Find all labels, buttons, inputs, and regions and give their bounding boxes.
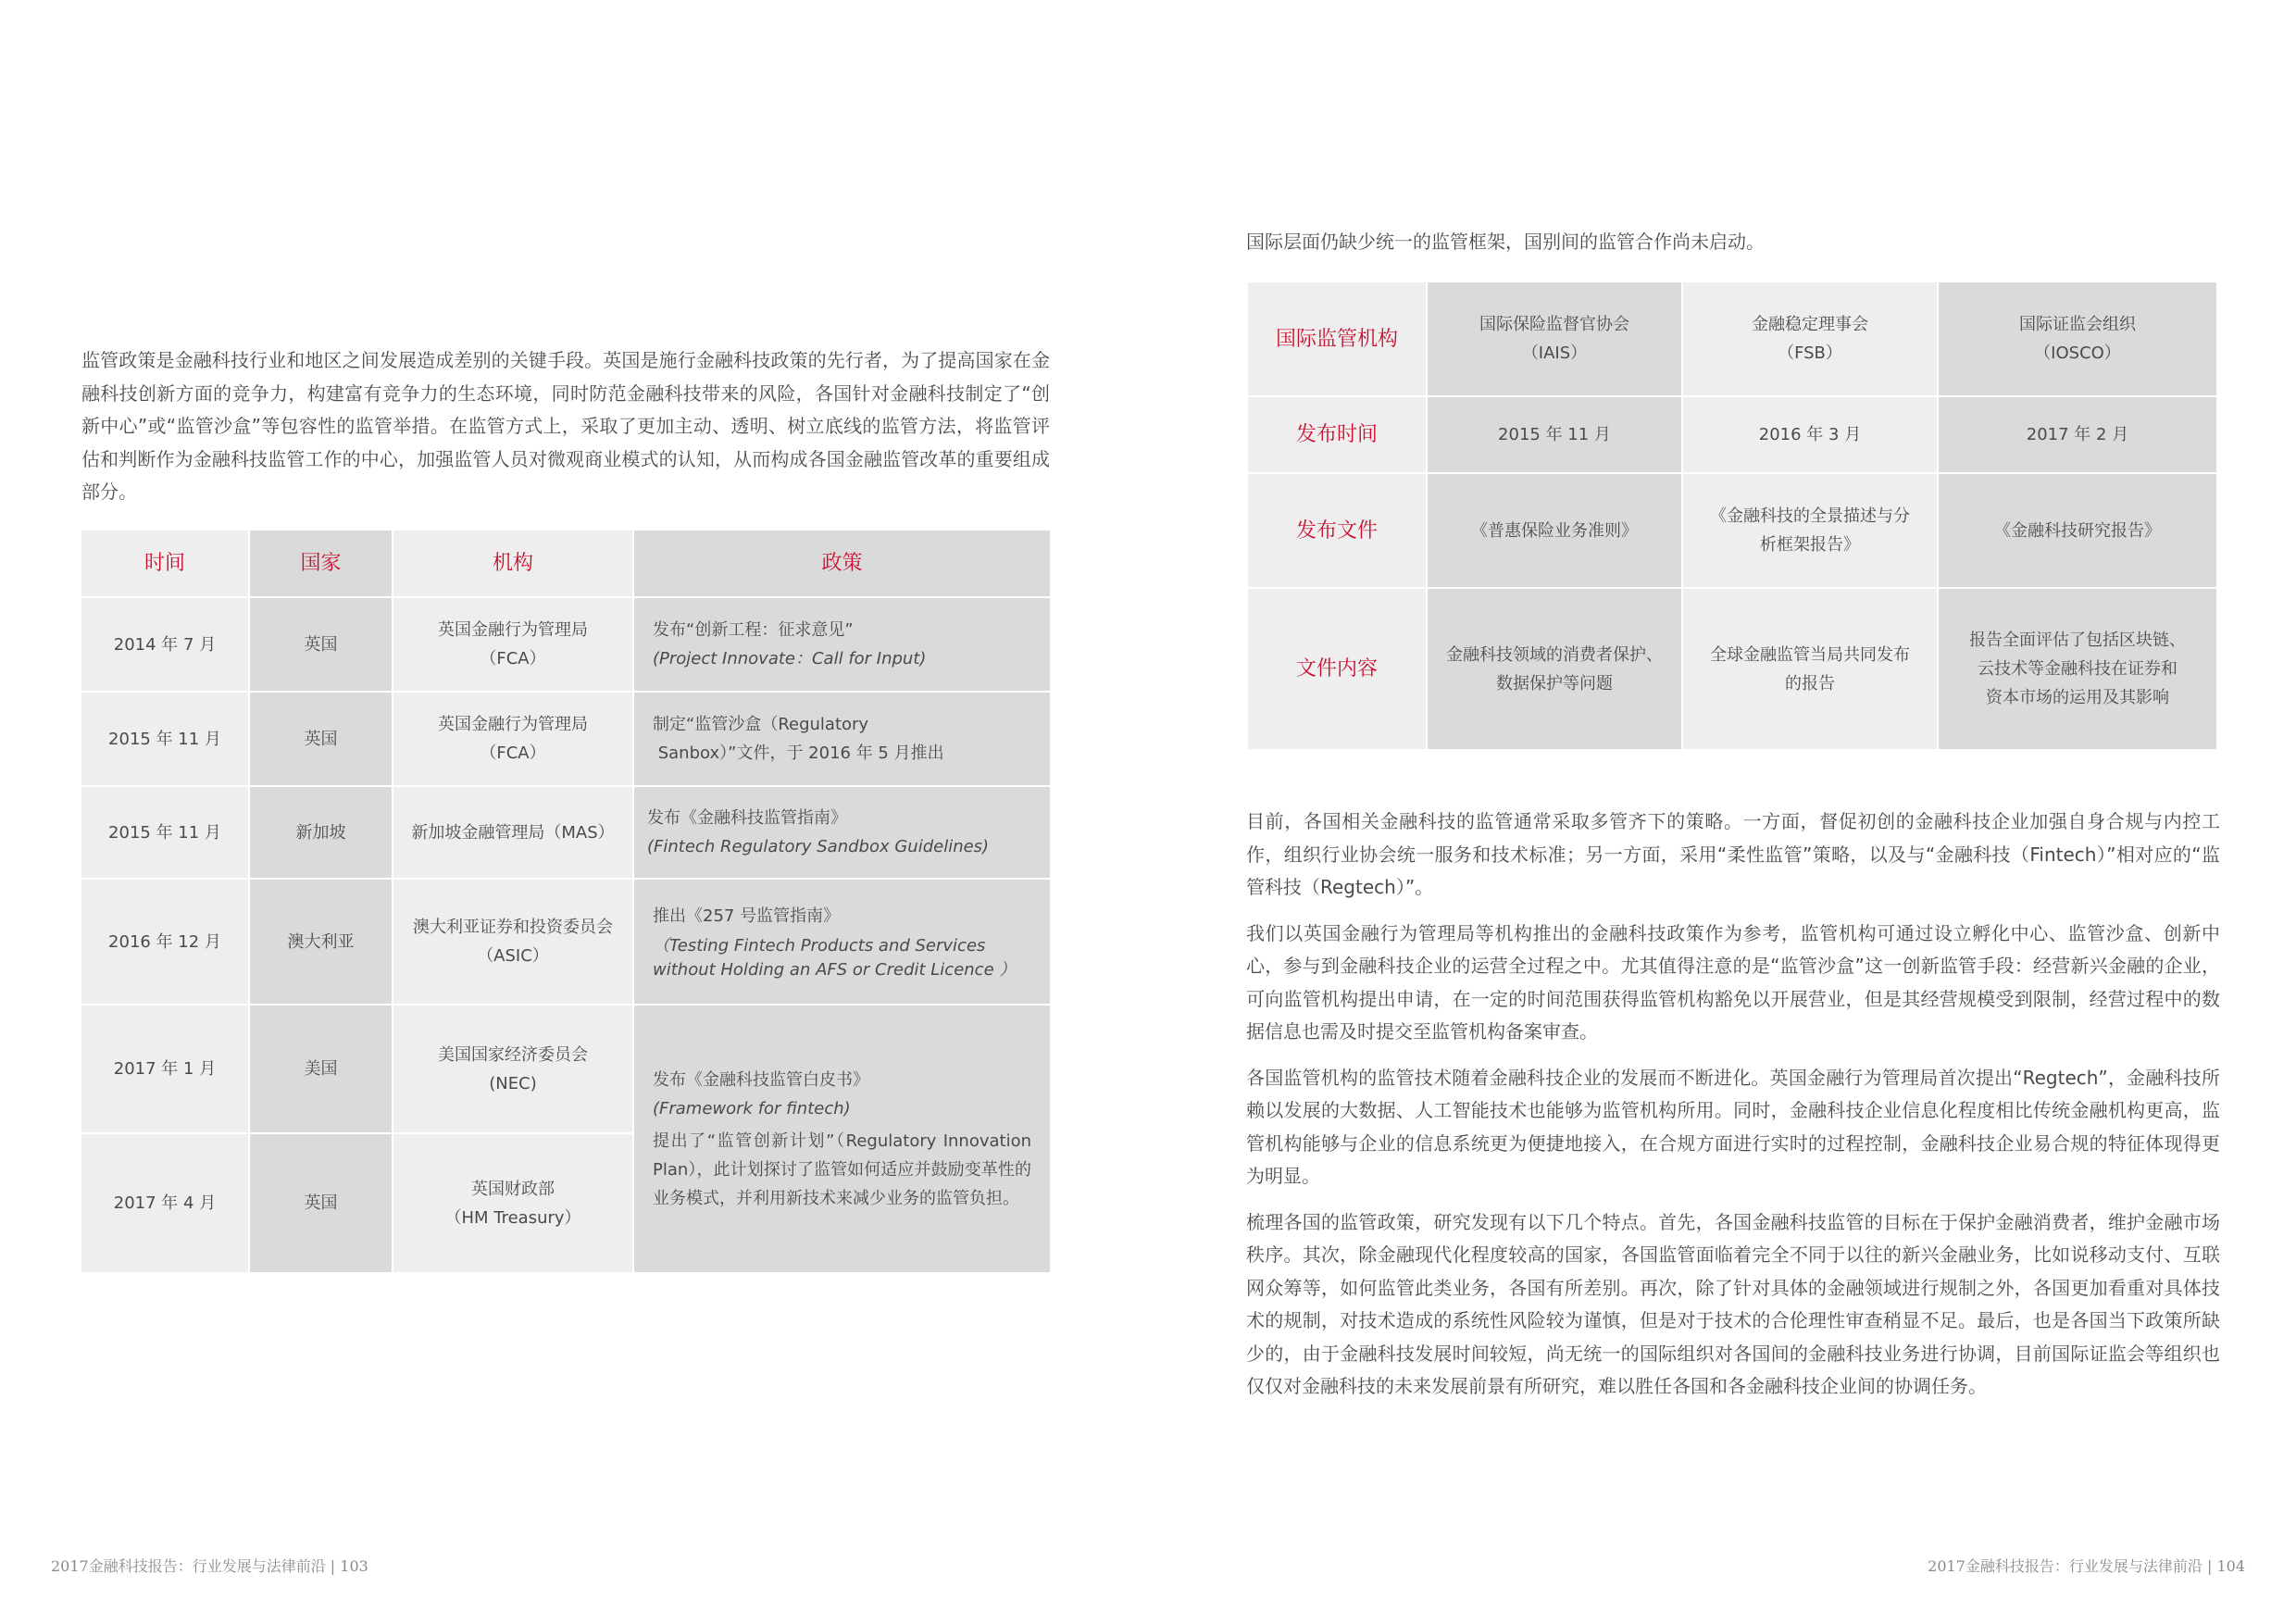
cell-org: [393, 1134, 634, 1274]
footer-left: 2017金融科技报告：行业发展与法律前沿 | 103: [51, 1557, 368, 1575]
cell-org: [1428, 282, 1683, 397]
left-table-header-row: [81, 531, 1052, 598]
cell-date: 2015 年 11 月: [1428, 397, 1683, 474]
org-line: （FCA）: [480, 649, 546, 668]
row-label-content: 文件内容: [1248, 589, 1428, 751]
cell-org: [1939, 282, 2218, 397]
left-intro-paragraph: [81, 344, 1050, 522]
paragraph: 我们以英国金融行为管理局等机构推出的金融科技政策作为参考，监管机构可通过设立孵化中心、监管沙盒、创新中心，参与到金融科技企业的运营全过程之中。尤其值得注意的是“监管沙盒”这一创新监管手段：经营新兴金融的企业，可向监管机构提出申请，在一定的时间范围获得监管机构豁免以开展营业，但是其经营规模受到限制，经营过程中的数据信息也需及时提交至监管机构备案审查。: [1246, 921, 2220, 1043]
cell-country: 英国: [250, 598, 393, 693]
footer-right: 2017金融科技报告：行业发展与法律前沿 | 104: [1928, 1557, 2245, 1575]
policy-cn: 推出《257 号监管指南》: [653, 906, 841, 926]
org-line: （IAIS）: [1521, 344, 1588, 363]
cell-org: [393, 1006, 634, 1134]
cell-policy: [634, 598, 1052, 693]
org-line: 国际证监会组织: [2019, 315, 2136, 334]
cell-time: 2015 年 11 月: [81, 693, 250, 787]
table-row: [81, 1006, 1052, 1134]
cell-country: 美国: [250, 1006, 393, 1134]
org-line: （FCA）: [480, 743, 546, 763]
org-line: （FSB）: [1778, 344, 1842, 363]
cell-policy: [634, 693, 1052, 787]
header-country: 国家: [250, 531, 393, 598]
policy-en: (Fintech Regulatory Sandbox Guidelines): [647, 837, 990, 856]
right-body: [1246, 806, 2220, 1417]
cell-org: [393, 880, 634, 1006]
policy-en: (Framework for fintech): [653, 1098, 851, 1118]
paragraph: 各国监管机构的监管技术随着金融科技企业的发展而不断进化。英国金融行为管理局首次提出“Regtech”，金融科技所赖以发展的大数据、人工智能技术也能够为监管机构所用。同时，金融科技企业信息化程度相比传统金融机构更高，监管机构能够与企业的信息系统更为便捷地接入，在合规方面进行实时的过程控制，金融科技企业易合规的特征体现得更为明显。: [1246, 1066, 2220, 1187]
cell-time: 2016 年 12 月: [81, 880, 250, 1006]
content-line: 资本市场的运用及其影响: [1986, 688, 2169, 707]
row-label-date: 发布时间: [1248, 397, 1428, 474]
policy-en-2: without Holding an AFS or Credit Licence ）: [653, 959, 1017, 980]
right-intro: 国际层面仍缺少统一的监管框架，国别间的监管合作尚未启动。: [1246, 231, 1765, 253]
policy-cn: 发布《金融科技监管白皮书》: [653, 1069, 869, 1090]
org-line: 新加坡金融管理局（MAS）: [411, 822, 615, 843]
content-line: 数据保护等问题: [1496, 673, 1613, 693]
content-line: 云技术等金融科技在证券和: [1978, 659, 2177, 679]
cell-content: [1939, 589, 2218, 751]
org-line: 美国国家经济委员会: [438, 1044, 588, 1065]
org-line: （HM Treasury）: [444, 1207, 581, 1228]
cell-org: [393, 693, 634, 787]
policy-cn-2: Sanbox）”文件，于 2016 年 5 月推出: [653, 743, 944, 763]
org-line: （IOSCO）: [2034, 344, 2121, 363]
cell-org: [393, 787, 634, 880]
table-row: [81, 787, 1052, 880]
table-row: [81, 880, 1052, 1006]
cell-country: 新加坡: [250, 787, 393, 880]
content-line: 全球金融监管当局共同发布: [1710, 644, 1910, 665]
cell-policy-merged: [634, 1006, 1052, 1274]
cell-policy: [634, 787, 1052, 880]
cell-country: 澳大利亚: [250, 880, 393, 1006]
org-line: 国际保险监督官协会: [1479, 315, 1629, 334]
doc-line: 《金融科技的全景描述与分: [1710, 506, 1910, 526]
cell-time: 2015 年 11 月: [81, 787, 250, 880]
cell-date: 2017 年 2 月: [1939, 397, 2218, 474]
org-line: 英国财政部: [471, 1179, 555, 1199]
table-row: [1248, 474, 2218, 589]
cell-time: 2014 年 7 月: [81, 598, 250, 693]
cell-time: 2017 年 4 月: [81, 1134, 250, 1274]
left-intro-text: 监管政策是金融科技行业和地区之间发展造成差别的关键手段。英国是施行金融科技政策的先行者，为了提高国家在金融科技创新方面的竞争力，构建富有竞争力的生态环境，同时防范金融科技带来的风险，各国针对金融科技制定了“创新中心”或“监管沙盒”等包容性的监管举措。在监管方式上，采取了更加主动、透明、树立底线的监管方法，将监管评估和判断作为金融科技监管工作的中心，加强监管人员对微观商业模式的认知，从而构成各国金融监管改革的重要组成部分。: [81, 349, 1050, 503]
doc-line: 《金融科技研究报告》: [1994, 520, 2161, 541]
org-line: 英国金融行为管理局: [438, 620, 588, 640]
table-row: [1248, 397, 2218, 474]
table-row: [81, 598, 1052, 693]
org-line: （ASIC）: [477, 946, 549, 966]
cell-country: 英国: [250, 693, 393, 787]
cell-doc: [1428, 474, 1683, 589]
content-line: 的报告: [1785, 673, 1835, 693]
row-label-org: 国际监管机构: [1248, 282, 1428, 397]
policy-cn: 发布“创新工程：征求意见”: [653, 620, 854, 640]
cell-policy: [634, 880, 1052, 1006]
policy-cn: 制定“监管沙盒（Regulatory: [653, 715, 869, 734]
table-row: [81, 693, 1052, 787]
org-line: 金融稳定理事会: [1752, 315, 1868, 334]
cell-time: 2017 年 1 月: [81, 1006, 250, 1134]
cell-country: 英国: [250, 1134, 393, 1274]
policy-cn: 发布《金融科技监管指南》: [647, 808, 847, 828]
cell-org: [393, 598, 634, 693]
table-row: [1248, 589, 2218, 751]
header-org: 机构: [393, 531, 634, 598]
table-row: [1248, 282, 2218, 397]
org-line: (NEC): [489, 1073, 537, 1093]
policy-body: 提出了“监管创新计划”（Regulatory Innovation Plan），此计划探讨了监管如何适应并鼓励变革性的业务模式，并利用新技术来减少业务的监管负担。: [653, 1131, 1031, 1208]
cell-org: [1683, 282, 1939, 397]
cell-doc: [1683, 474, 1939, 589]
doc-line: 《普惠保险业务准则》: [1471, 520, 1638, 541]
row-label-doc: 发布文件: [1248, 474, 1428, 589]
doc-line: 析框架报告》: [1760, 535, 1860, 555]
policy-en: (Project Innovate：Call for Input): [653, 649, 927, 668]
content-line: 金融科技领域的消费者保护、: [1446, 644, 1663, 665]
header-policy: 政策: [634, 531, 1052, 598]
cell-date: 2016 年 3 月: [1683, 397, 1939, 474]
org-line: 澳大利亚证券和投资委员会: [413, 918, 613, 937]
cell-content: [1428, 589, 1683, 751]
left-policy-table: [81, 531, 1052, 1274]
cell-content: [1683, 589, 1939, 751]
header-time: 时间: [81, 531, 250, 598]
content-line: 报告全面评估了包括区块链、: [1969, 631, 2186, 650]
international-org-table: [1248, 282, 2218, 751]
paragraph: 目前，各国相关金融科技的监管通常采取多管齐下的策略。一方面，督促初创的金融科技企业加强自身合规与内控工作，组织行业协会统一服务和技术标准；另一方面，采用“柔性监管”策略，以及与“金融科技（Fintech）”相对应的“监管科技（Regtech）”。: [1246, 810, 2220, 898]
policy-en: （Testing Fintech Products and Services: [653, 935, 986, 956]
cell-doc: [1939, 474, 2218, 589]
paragraph: 梳理各国的监管政策，研究发现有以下几个特点。首先，各国金融科技监管的目标在于保护金融消费者，维护金融市场秩序。其次，除金融现代化程度较高的国家，各国监管面临着完全不同于以往的新兴金融业务，比如说移动支付、互联网众筹等，如何监管此类业务，各国有所差别。再次，除了针对具体的金融领域进行规制之外，各国更加看重对具体技术的规制，对技术造成的系统性风险较为谨慎，但是对于技术的合伦理性审查稍显不足。最后，也是各国当下政策所缺少的，由于金融科技发展时间较短，尚无统一的国际组织对各国间的金融科技业务进行协调，目前国际证监会等组织也仅仅对金融科技的未来发展前景有所研究，难以胜任各国和各金融科技企业间的协调任务。: [1246, 1210, 2220, 1397]
org-line: 英国金融行为管理局: [438, 715, 588, 734]
